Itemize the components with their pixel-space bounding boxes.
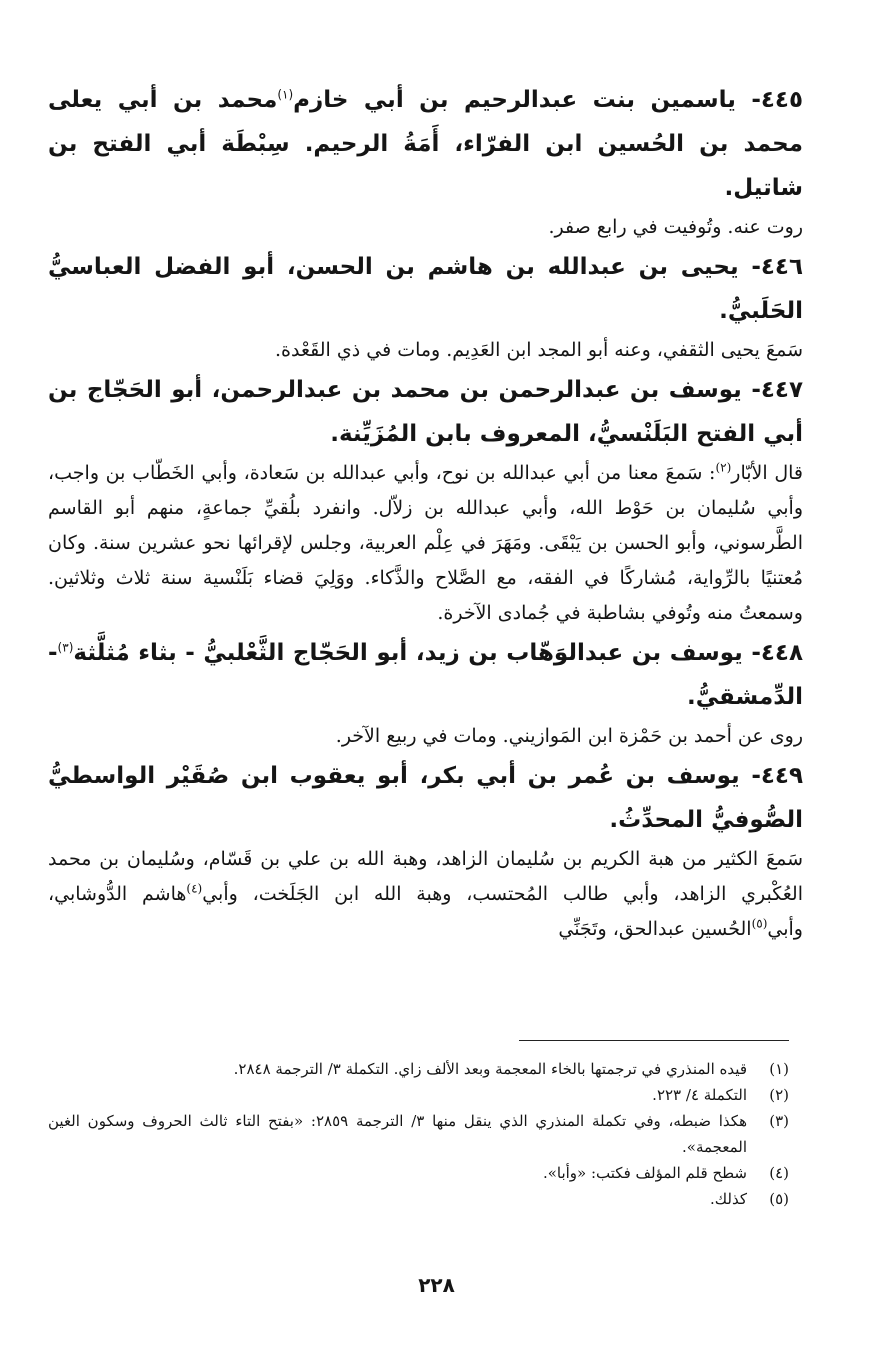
entry-heading (48, 631, 803, 719)
footnotes (48, 1056, 789, 1212)
entry-body: روت عنه. وتُوفيت في رابع صفر. (548, 216, 803, 238)
footnote-ref[interactable]: (١) (277, 87, 294, 102)
footnote-number: (٤) (769, 1164, 789, 1182)
footnote-number: (١) (769, 1060, 789, 1078)
entry-body-text: : سَمعَ معنا من أبي عبدالله بن نوح، وأبي عبدالله بن سَعادة، وأبي الخَطّاب بن واجب، وأبي سُليمان بن حَوْط الله، وأبي عبدالله بن زلاّل. وانفرد بلُقيِّ جماعةٍ، منهم أبو القاسم الطَّرسوني، وأبو الحسن بن يَبْقَى. ومَهَرَ في عِلْم العربية، وجلس لإقرائها نحو عشرين سنة. وكان مُعتنيًا بالرِّواية، مُشاركًا في الفقه، مع الصَّلاح والذَّكاء. ووَلِيَ قضاء بَلَنْسية سنة ثلاث وثلاثين. وسمعتُ منه وتُوفي بشاطبة في جُمادى الآخرة. (48, 462, 803, 624)
entry-448 (48, 631, 803, 754)
entry-449 (48, 754, 803, 947)
page-number: ٢٢٨ (418, 1273, 455, 1297)
entry-445 (48, 78, 803, 245)
footnote-text: التكملة ٤/ ٢٢٣. (652, 1086, 747, 1104)
entry-447 (48, 368, 803, 631)
entry-heading: ٤٤٦- يحيى بن عبدالله بن هاشم بن الحسن، أبو الفضل العباسيُّ الحَلَبيُّ. (48, 254, 803, 324)
footnote-ref[interactable]: (٢) (715, 460, 732, 475)
footnote-divider (519, 1040, 789, 1041)
footnote-text: كذلك. (710, 1190, 747, 1208)
footnote-text: قيده المنذري في ترجمتها بالخاء المعجمة وبعد الألف زاي. التكملة ٣/ الترجمة ٢٨٤٨. (233, 1060, 747, 1078)
footnote-number: (٢) (769, 1086, 789, 1104)
footnote-item (48, 1186, 789, 1212)
footnote-ref[interactable]: (٣) (57, 640, 74, 655)
entry-body (48, 456, 803, 631)
entry-body-text: هاشم الدُّوشابي، وأبي (48, 883, 803, 940)
footnote-ref[interactable]: (٥) (751, 916, 768, 931)
entry-body: سَمعَ يحيى الثقفي، وعنه أبو المجد ابن العَدِيم. ومات في ذي القَعْدة. (275, 339, 803, 361)
entry-heading-text: ٤٤٥- ياسمين بنت عبدالرحيم بن أبي خازم (293, 87, 803, 113)
entry-body: روى عن أحمد بن حَمْزة ابن المَوازيني. ومات في ربيع الآخر. (335, 725, 803, 747)
entry-body-text: قال الأبّار (731, 462, 803, 484)
entry-body-text: سَمعَ الكثير من هبة الكريم بن سُليمان الزاهد، وهبة الله بن علي بن قَسّام، وسُليمان بن محمد العُكْبري الزاهد، وأبي طالب المُحتسب، وهبة الله ابن الجَلَخت، وأبي (48, 848, 803, 905)
entry-heading (48, 78, 803, 210)
entry-heading: ٤٤٧- يوسف بن عبدالرحمن بن محمد بن عبدالرحمن، أبو الحَجّاج بن أبي الفتح البَلَنْسيُّ، المعروف بابن المُزَيِّنة. (48, 377, 803, 447)
footnote-ref[interactable]: (٤) (186, 881, 203, 896)
footnote-text: شطح قلم المؤلف فكتب: «وأبا». (542, 1164, 747, 1182)
entry-heading-text: محمد بن أبي يعلى محمد بن الحُسين ابن الفرّاء، أَمَةُ الرحيم. سِبْطَة أبي الفتح بن شاتيل. (48, 87, 803, 201)
footnote-number: (٣) (769, 1112, 789, 1130)
entry-heading-text: ٤٤٨- يوسف بن عبدالوَهّاب بن زيد، أبو الحَجّاج الثَّعْلبيُّ - بثاء مُثلَّثة (73, 640, 803, 666)
entry-heading-text: - الدِّمشقيُّ. (48, 640, 803, 710)
footnote-number: (٥) (769, 1190, 789, 1208)
footnote-item (48, 1082, 789, 1108)
entry-heading: ٤٤٩- يوسف بن عُمر بن أبي بكر، أبو يعقوب ابن صُقَيْر الواسطيُّ الصُّوفيُّ المحدِّثُ. (48, 763, 803, 833)
entry-body-text: الحُسين عبدالحق، وتَجَنِّي (558, 918, 752, 940)
footnote-text: هكذا ضبطه، وفي تكملة المنذري الذي ينقل منها ٣/ الترجمة ٢٨٥٩: «بفتح التاء ثالث الحروف وسكون الغين المعجمة». (48, 1112, 747, 1156)
entry-446 (48, 245, 803, 368)
footnote-item (48, 1056, 789, 1082)
footnote-item (48, 1160, 789, 1186)
entry-body (48, 842, 803, 947)
footnote-item (48, 1108, 789, 1160)
